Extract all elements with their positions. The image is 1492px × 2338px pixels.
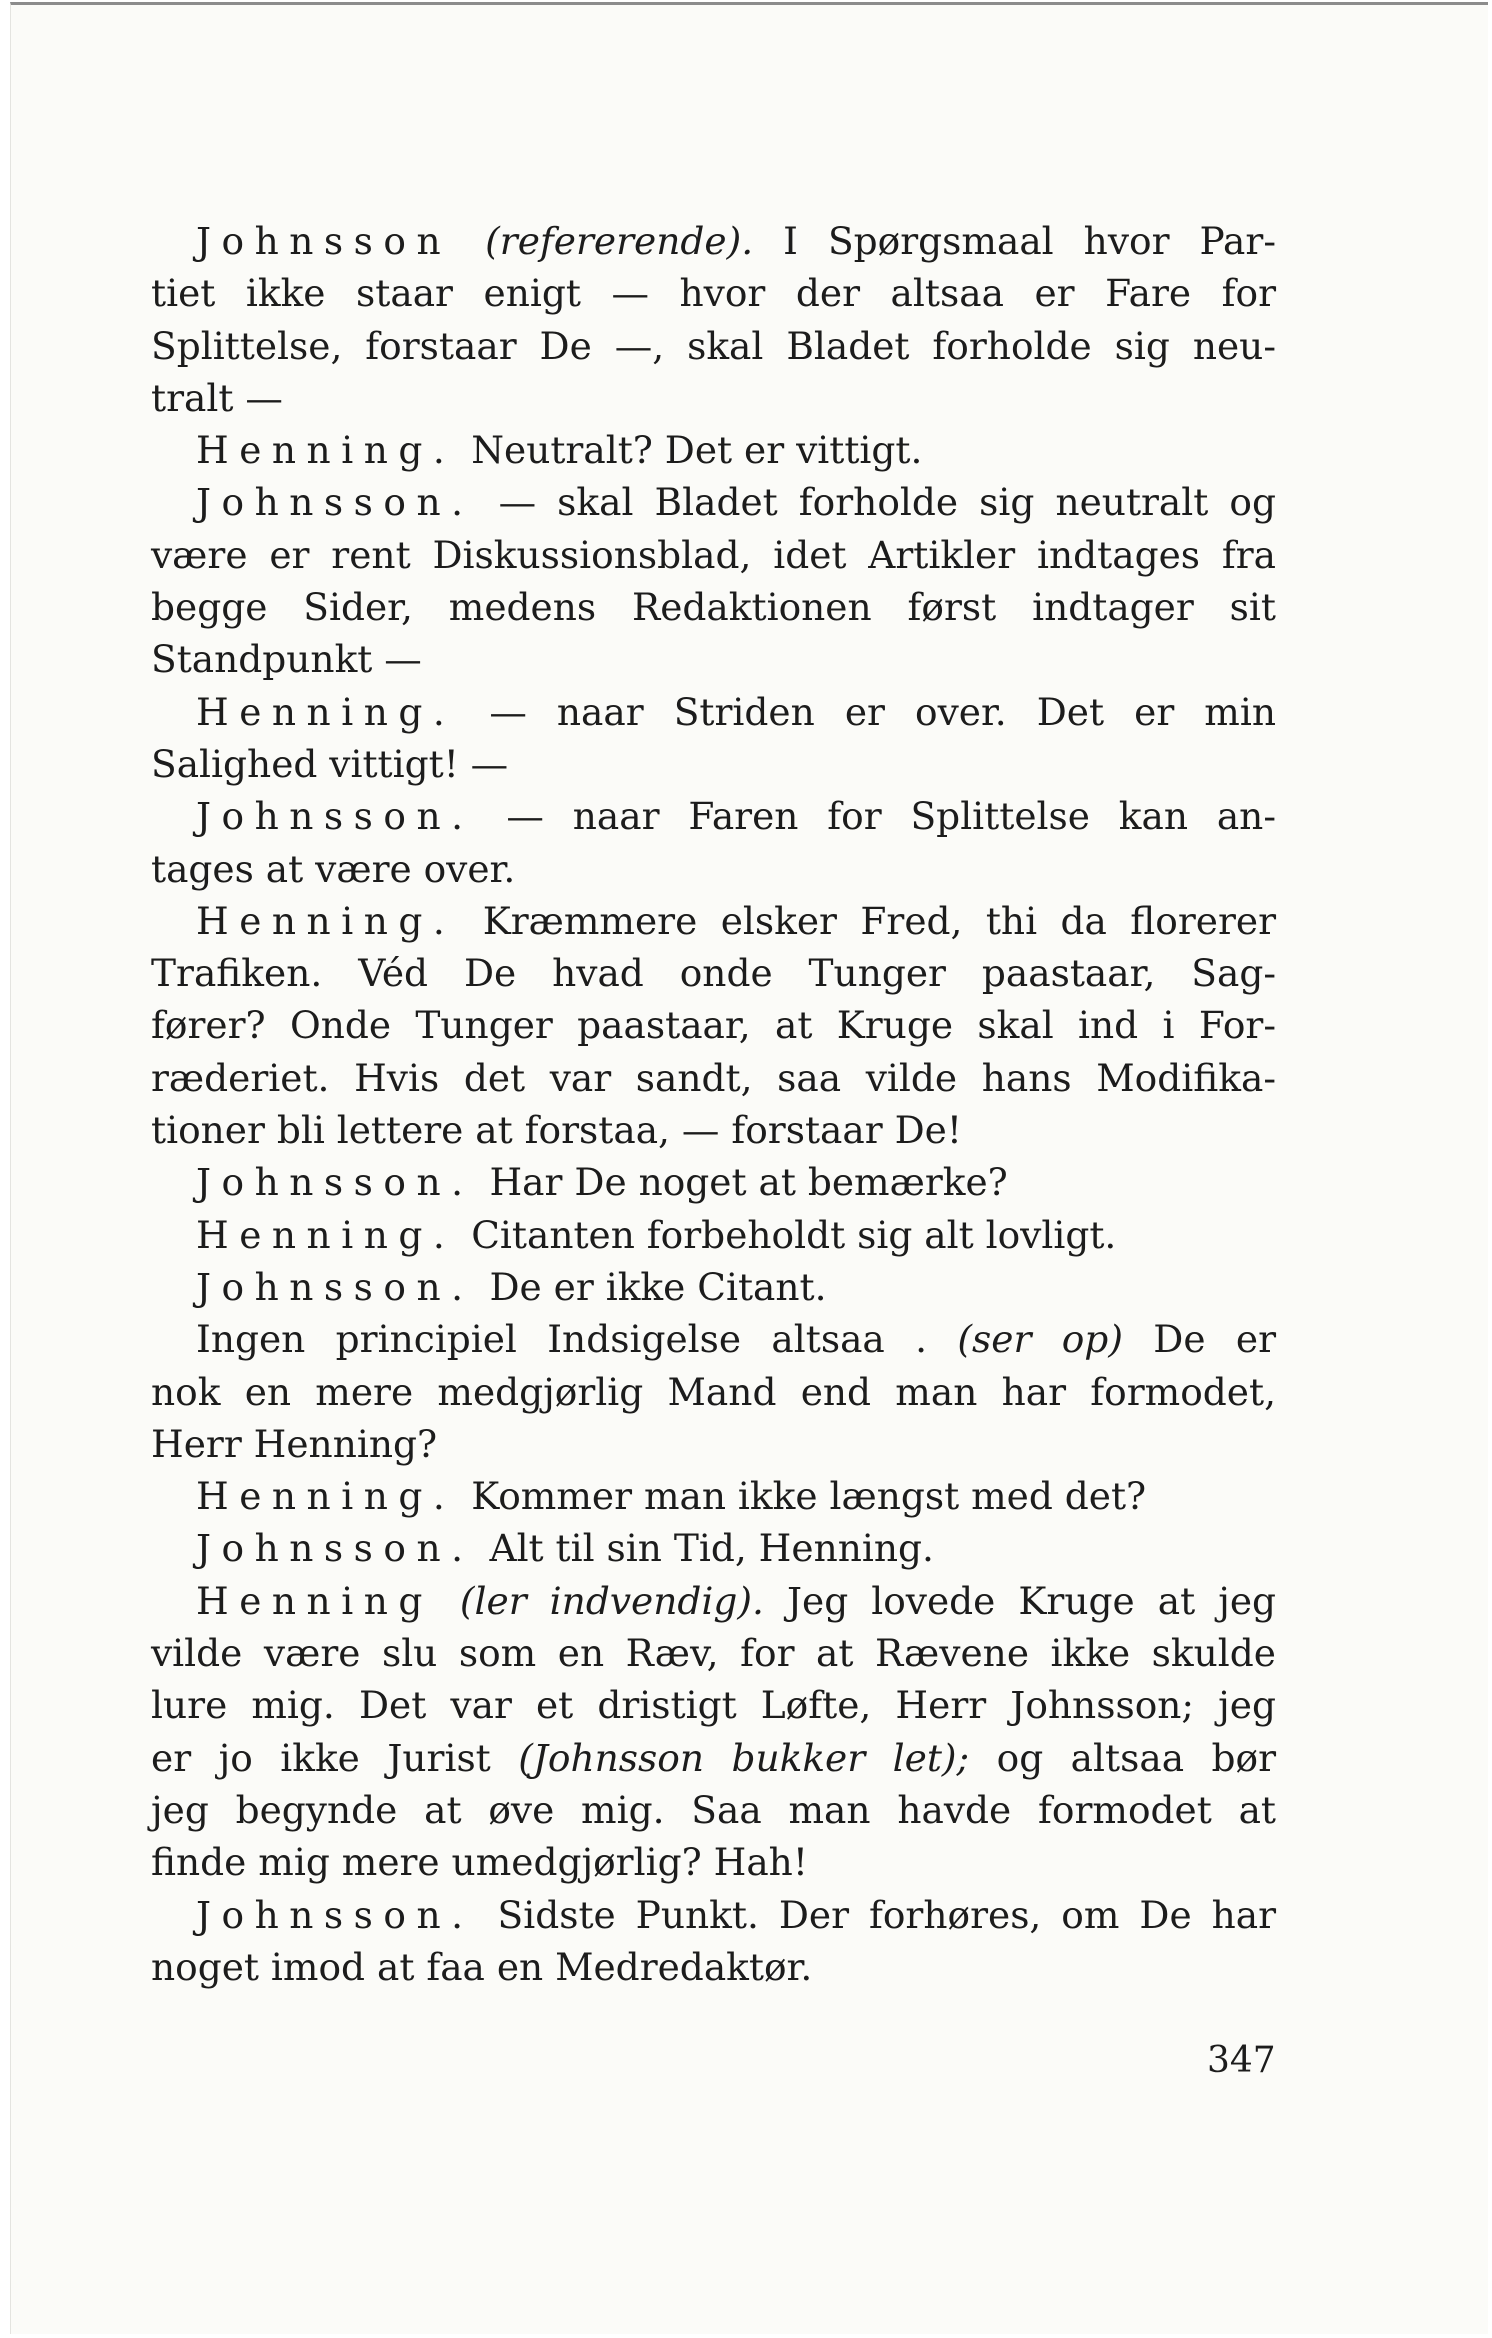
- speaker-name: Johnsson.: [196, 794, 474, 839]
- dialogue-text: [151, 215, 1276, 1993]
- text-line: noget imod at faa en Medredaktør.: [151, 1944, 813, 1989]
- text-line: [151, 1575, 1276, 1627]
- line-text: Kommer man ikke længst med det?: [471, 1474, 1147, 1519]
- speaker-name: Johnsson.: [196, 1526, 474, 1571]
- text-line: Standpunkt —: [151, 637, 422, 682]
- line-text: I Spørgsmaal hvor Par-: [783, 219, 1277, 263]
- speaker-name: Johnsson.: [196, 1264, 474, 1309]
- line-text: Sidste Punkt. Der forhøres, om De har: [497, 1892, 1277, 1937]
- page-number: 347: [1207, 2040, 1276, 2081]
- stage-direction: (ler indvendig).: [459, 1578, 764, 1623]
- book-page: [10, 2, 1488, 2334]
- line-text: Kræmmere elsker Fred, thi da florerer: [482, 898, 1276, 943]
- text-line: tralt —: [151, 375, 283, 420]
- text-line: [151, 1313, 1276, 1365]
- line-text: Ingen principiel Indsigelse altsaa .: [196, 1317, 928, 1362]
- speaker-name: Johnsson.: [196, 1892, 474, 1937]
- line-text: Jeg lovede Kruge at jeg: [786, 1578, 1277, 1623]
- text-line: [151, 1522, 1276, 1574]
- text-line: Splittelse, forstaar De —, skal Bladet forholde sig neu-: [151, 323, 1276, 368]
- text-line: [151, 895, 1276, 947]
- line-text: — naar Faren for Splittelse kan an-: [506, 794, 1277, 839]
- text-line: jeg begynde at øve mig. Saa man havde formodet at: [151, 1787, 1276, 1832]
- line-text: — skal Bladet forholde sig neutralt og: [498, 480, 1276, 525]
- speaker-name: Johnsson.: [196, 480, 474, 525]
- line-text: Neutralt? Det er vittigt.: [471, 428, 923, 473]
- text-line: [151, 1889, 1276, 1941]
- text-line: [151, 686, 1276, 738]
- line-text: er jo ikke Jurist: [151, 1735, 491, 1780]
- text-line: [151, 424, 1276, 476]
- stage-direction: (Johnsson bukker let);: [518, 1735, 970, 1780]
- text-line: [151, 1261, 1276, 1313]
- line-text: Har De noget at bemærke?: [489, 1160, 1008, 1205]
- text-line: begge Sider, medens Redaktionen først indtager sit: [151, 585, 1276, 630]
- stage-direction: (ser op): [957, 1317, 1123, 1362]
- speaker-name: Johnsson: [196, 219, 452, 263]
- speaker-name: Henning.: [196, 1212, 456, 1257]
- text-line: fører? Onde Tunger paastaar, at Kruge skal ind i For-: [151, 1003, 1276, 1048]
- text-line: Salighed vittigt! —: [151, 741, 509, 786]
- text-line: nok en mere medgjørlig Mand end man har formodet,: [151, 1369, 1276, 1414]
- text-line: tages at være over.: [151, 846, 516, 891]
- text-line: [151, 215, 1276, 267]
- speaker-name: Henning.: [196, 689, 456, 734]
- text-line: finde mig mere umedgjørlig? Hah!: [151, 1840, 808, 1885]
- text-line: lure mig. Det var et dristigt Løfte, Herr Johnsson; jeg: [151, 1683, 1276, 1728]
- text-line: ræderiet. Hvis det var sandt, saa vilde hans Modifika-: [151, 1055, 1276, 1100]
- line-text: Alt til sin Tid, Henning.: [489, 1526, 934, 1571]
- speaker-name: Henning.: [196, 1474, 456, 1519]
- line-text: — naar Striden er over. Det er min: [489, 689, 1276, 734]
- text-line: [151, 1470, 1276, 1522]
- text-line: [151, 1156, 1276, 1208]
- text-line: [151, 1209, 1276, 1261]
- text-line: tioner bli lettere at forstaa, — forstaar De!: [151, 1108, 962, 1153]
- text-line: Herr Henning?: [151, 1421, 438, 1466]
- speaker-name: Henning.: [196, 898, 456, 943]
- line-text: Citanten forbeholdt sig alt lovligt.: [471, 1212, 1117, 1257]
- text-line: tiet ikke staar enigt — hvor der altsaa er Fare for: [151, 271, 1276, 316]
- text-line: [151, 476, 1276, 528]
- text-line: [151, 790, 1276, 842]
- speaker-name: Henning: [196, 1578, 433, 1623]
- line-text: De er: [1153, 1317, 1277, 1362]
- speaker-name: Henning.: [196, 428, 456, 473]
- speaker-name: Johnsson.: [196, 1160, 474, 1205]
- text-line: Trafiken. Véd De hvad onde Tunger paastaar, Sag-: [151, 951, 1276, 996]
- line-text: De er ikke Citant.: [489, 1264, 827, 1309]
- text-line: være er rent Diskussionsblad, idet Artikler indtages fra: [151, 532, 1276, 577]
- stage-direction: (refererende).: [485, 219, 754, 263]
- text-line: [151, 1732, 1276, 1784]
- text-line: vilde være slu som en Ræv, for at Rævene ikke skulde: [151, 1631, 1276, 1676]
- line-text: og altsaa bør: [996, 1735, 1277, 1780]
